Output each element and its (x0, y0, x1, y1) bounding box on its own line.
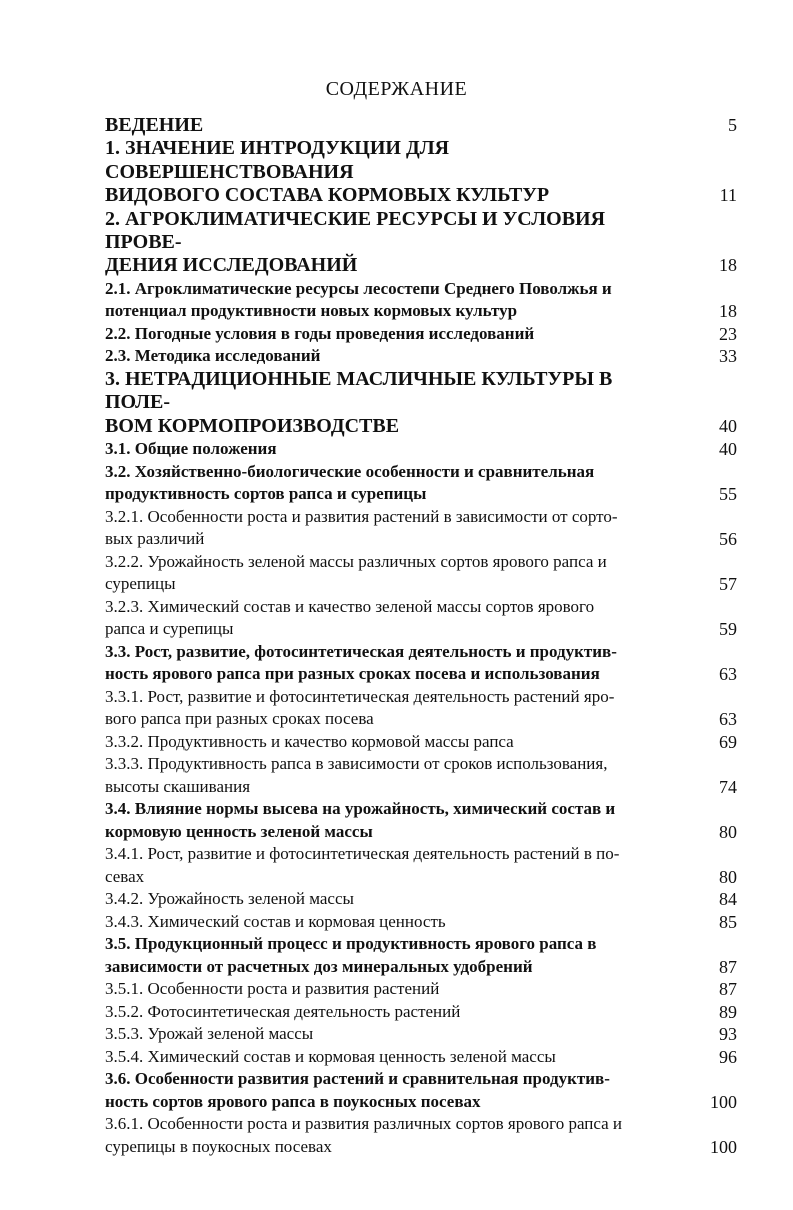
toc-page-number: 59 (719, 619, 737, 640)
toc-entry-line: вого рапса при разных сроках посева (105, 709, 374, 729)
toc-page-number: 87 (719, 956, 737, 977)
toc-entry-title (105, 731, 677, 754)
toc-entry-title (105, 753, 677, 798)
toc-entry (105, 888, 737, 911)
toc-page-number: 40 (719, 415, 737, 436)
toc-entry-title (105, 911, 677, 934)
toc-page-number: 63 (719, 709, 737, 730)
toc-entry-title (105, 551, 677, 596)
toc-entry (105, 208, 737, 278)
toc-page-number: 57 (719, 574, 737, 595)
toc-entry (105, 731, 737, 754)
toc-entry-line: 3.3.3. Продуктивность рапса в зависимости от сроков использования, (105, 754, 608, 774)
toc-page-number: 80 (719, 821, 737, 842)
toc-entry-line: вых различий (105, 529, 205, 549)
toc-entry-title (105, 798, 677, 843)
toc-entry-title (105, 1068, 677, 1113)
toc-entry (105, 686, 737, 731)
toc-page-number: 89 (719, 1001, 737, 1022)
toc-entry (105, 798, 737, 843)
toc-page-number: 55 (719, 484, 737, 505)
page-title: СОДЕРЖАНИЕ (325, 78, 468, 100)
toc-entry-title (105, 1001, 677, 1024)
toc-entry-line: сурепицы в поукосных посевах (105, 1136, 332, 1156)
toc-entry-title (105, 368, 677, 438)
toc-page-number: 87 (719, 979, 737, 1000)
toc-entry-line: 3.3. Рост, развитие, фотосинтетическая деятельность и продуктив- (105, 641, 617, 661)
toc-entry-line: 2. АГРОКЛИМАТИЧЕСКИЕ РЕСУРСЫ И УСЛОВИЯ ПРОВЕ- (105, 207, 606, 254)
toc-entry-line: 2.2. Погодные условия в годы проведения исследований (105, 323, 535, 343)
toc-entry-title (105, 438, 677, 461)
toc-entry-title (105, 843, 677, 888)
toc-page-number: 5 (728, 115, 737, 135)
toc-entry-line: ность ярового рапса при разных сроках посева и использования (105, 664, 600, 684)
toc-entry-line: 3.4.2. Урожайность зеленой массы (105, 889, 354, 909)
toc-entry-title (105, 933, 677, 978)
toc-page-number: 100 (710, 1091, 737, 1112)
toc-entry-line: 3. НЕТРАДИЦИОННЫЕ МАСЛИЧНЫЕ КУЛЬТУРЫ В ПОЛЕ- (105, 367, 613, 414)
toc-entry-title (105, 1113, 677, 1158)
toc-entry-title (105, 137, 677, 207)
toc-entry-line: кормовую ценность зеленой массы (105, 821, 373, 841)
toc-entry-line: 3.3.1. Рост, развитие и фотосинтетическая деятельность растений яро- (105, 686, 615, 706)
toc-entry (105, 506, 737, 551)
toc-page-number: 96 (719, 1046, 737, 1067)
toc-entry-title (105, 641, 677, 686)
toc-entry (105, 1001, 737, 1024)
toc-entry-line: 3.6.1. Особенности роста и развития различных сортов ярового рапса и (105, 1114, 623, 1134)
toc-entry (105, 1068, 737, 1113)
toc-entry-title (105, 888, 677, 911)
toc-page-number: 93 (719, 1024, 737, 1045)
toc-entry-title (105, 208, 677, 278)
toc-entry-line: сурепицы (105, 574, 176, 594)
toc-page-number: 63 (719, 664, 737, 685)
toc-entry (105, 368, 737, 438)
toc-entry-line: ВОМ КОРМОПРОИЗВОДСТВЕ (105, 414, 400, 437)
toc-entry-title (105, 461, 677, 506)
toc-entry (105, 1113, 737, 1158)
toc-entry-line: ДЕНИЯ ИССЛЕДОВАНИЙ (105, 254, 358, 277)
toc-entry (105, 114, 737, 137)
toc-entry (105, 137, 737, 207)
toc-entry (105, 753, 737, 798)
toc-entry-line: 3.2.3. Химический состав и качество зеленой массы сортов ярового (105, 596, 595, 616)
toc-entry-title (105, 1046, 677, 1069)
toc-entry (105, 978, 737, 1001)
toc-entry-line: 3.1. Общие положения (105, 439, 277, 459)
toc-entry (105, 461, 737, 506)
toc-entry-line: 1. ЗНАЧЕНИЕ ИНТРОДУКЦИИ ДЛЯ СОВЕРШЕНСТВОВАНИЯ (105, 137, 450, 183)
toc-entry (105, 933, 737, 978)
toc-entry-line: 3.6. Особенности развития растений и сравнительная продуктив- (105, 1069, 610, 1089)
toc-entry-title (105, 278, 677, 323)
toc-entry (105, 278, 737, 323)
toc-entry-line: 3.3.2. Продуктивность и качество кормовой массы рапса (105, 731, 514, 751)
toc-entry (105, 551, 737, 596)
toc-entry-line: высоты скашивания (105, 776, 251, 796)
toc-entry-line: 3.4.3. Химический состав и кормовая ценность (105, 911, 446, 931)
toc-entry-line: 2.3. Методика исследований (105, 346, 321, 366)
toc-entry-line: 3.5.2. Фотосинтетическая деятельность растений (105, 1001, 461, 1021)
toc-entry (105, 323, 737, 346)
toc-page-number: 85 (719, 911, 737, 932)
toc-entry (105, 596, 737, 641)
toc-page-number: 84 (719, 889, 737, 910)
toc-entry-line: 3.5.4. Химический состав и кормовая ценность зеленой массы (105, 1046, 556, 1066)
toc-entry-line: севах (105, 866, 145, 886)
toc-entry-line: 3.4.1. Рост, развитие и фотосинтетическая деятельность растений в по- (105, 844, 620, 864)
toc-page-number: 56 (719, 529, 737, 550)
toc-entry-line: 2.1. Агроклиматические ресурсы лесостепи Среднего Поволжья и (105, 278, 612, 298)
toc-entry-line: 3.2.1. Особенности роста и развития растений в зависимости от сорто- (105, 506, 618, 526)
toc-page-number: 11 (719, 185, 737, 206)
toc-entry-line: ность сортов ярового рапса в поукосных посевах (105, 1091, 481, 1111)
toc-entry-title (105, 323, 677, 346)
toc-entry-title (105, 506, 677, 551)
toc-entry-title (105, 1023, 677, 1046)
toc-entry (105, 438, 737, 461)
toc-page-number: 80 (719, 866, 737, 887)
toc-entry-title (105, 596, 677, 641)
toc-page-number: 69 (719, 731, 737, 752)
toc-entry-title (105, 686, 677, 731)
toc-entry-line: ВИДОВОГО СОСТАВА КОРМОВЫХ КУЛЬТУР (105, 184, 550, 207)
toc-entry-line: потенциал продуктивности новых кормовых культур (105, 301, 518, 321)
toc-entry-line: 3.5.3. Урожай зеленой массы (105, 1024, 314, 1044)
toc-page-number: 23 (719, 323, 737, 344)
toc-page-number: 18 (719, 301, 737, 322)
toc-entry-line: 3.5. Продукционный процесс и продуктивность ярового рапса в (105, 934, 597, 954)
toc-entry (105, 843, 737, 888)
toc-page-number: 40 (719, 439, 737, 460)
toc-entry (105, 1046, 737, 1069)
table-of-contents (105, 114, 737, 1158)
toc-page-number: 74 (719, 776, 737, 797)
toc-entry-title (105, 345, 677, 368)
toc-entry-line: 3.2. Хозяйственно-биологические особенности и сравнительная (105, 461, 595, 481)
toc-entry-line: ВЕДЕНИЕ (105, 114, 204, 136)
toc-page-number: 33 (719, 346, 737, 367)
toc-entry-line: 3.5.1. Особенности роста и развития растений (105, 979, 440, 999)
toc-entry-title (105, 978, 677, 1001)
toc-entry-line: 3.2.2. Урожайность зеленой массы различных сортов ярового рапса и (105, 551, 607, 571)
toc-entry-line: зависимости от расчетных доз минеральных удобрений (105, 956, 533, 976)
toc-entry-title (105, 114, 677, 137)
toc-page-number: 18 (719, 255, 737, 276)
toc-entry (105, 641, 737, 686)
toc-entry-line: продуктивность сортов рапса и сурепицы (105, 484, 427, 504)
toc-entry (105, 911, 737, 934)
toc-entry-line: 3.4. Влияние нормы высева на урожайность, химический состав и (105, 799, 616, 819)
toc-entry (105, 345, 737, 368)
toc-entry-line: рапса и сурепицы (105, 619, 234, 639)
toc-page-number: 100 (710, 1136, 737, 1157)
toc-entry (105, 1023, 737, 1046)
